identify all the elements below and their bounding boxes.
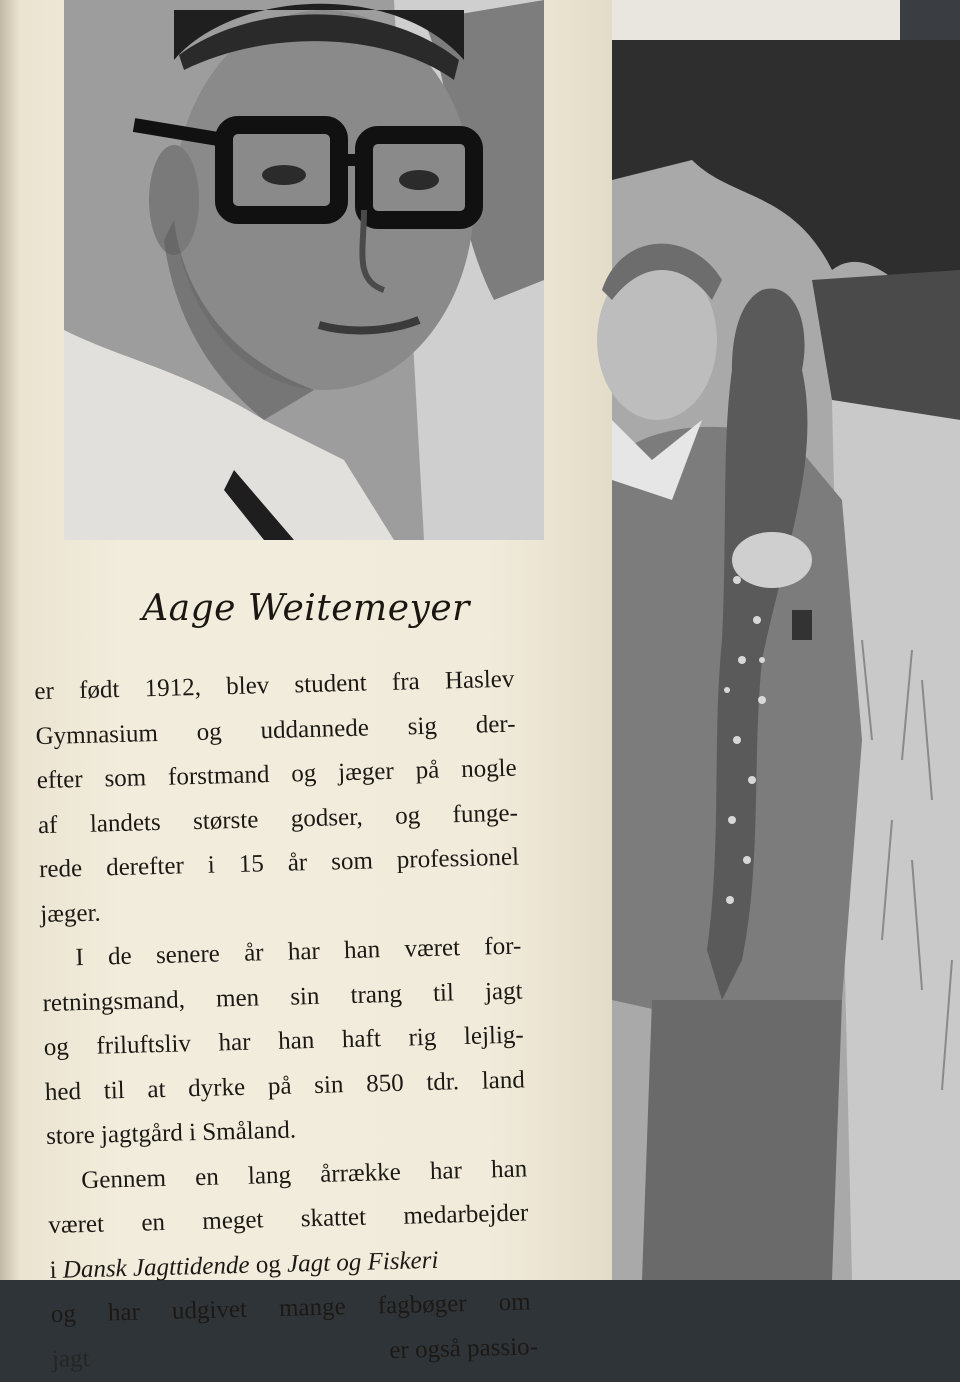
bio-line: rede derefter i 15 år som professionel [38,843,520,884]
bio-line: er født 1912, blev student fra Haslev [34,665,515,706]
bio-line: store jagtgård i Småland. [45,1116,297,1151]
bio-line: været en meget skattet medarbejder [48,1199,529,1240]
fishing-photo [612,40,960,1280]
bio-line: af landets største godser, og funge- [37,799,519,839]
bio-text: er også passio- [388,1332,539,1364]
bio-paragraph-start: Gennem en lang årrække har han [80,1154,528,1194]
bio-line: og friluftsliv har han haft rig lejlig- [43,1021,524,1062]
bio-line: Gymnasium og uddannede sig der- [35,710,516,750]
bio-line: hed til at dyrke på sin 850 tdr. land [44,1065,526,1106]
publication-title: Dansk Jagttidende [62,1251,250,1284]
author-name-caption: Aage Weitemeyer [142,588,470,629]
publication-title: Jagt og Fiskeri [286,1246,439,1278]
portrait-man-glasses-icon [64,0,544,540]
bio-text: i [49,1256,64,1284]
bio-line: retningsmand, men sin trang til jagt [42,977,523,1017]
bio-line: jæger. [39,899,102,928]
bio-paragraph-start: I de senere år har han været for- [75,932,522,972]
page-edge-shadow [0,0,20,1280]
bio-text: jagt [51,1344,90,1373]
boy-holding-pike-icon [612,40,960,1280]
bio-line: og har udgivet mange fagbøger om [50,1288,531,1328]
author-portrait-photo [64,0,544,540]
bio-line: efter som forstmand og jæger på nogle [36,754,518,795]
bio-text: og [249,1250,288,1279]
author-biography-text [34,658,539,1382]
